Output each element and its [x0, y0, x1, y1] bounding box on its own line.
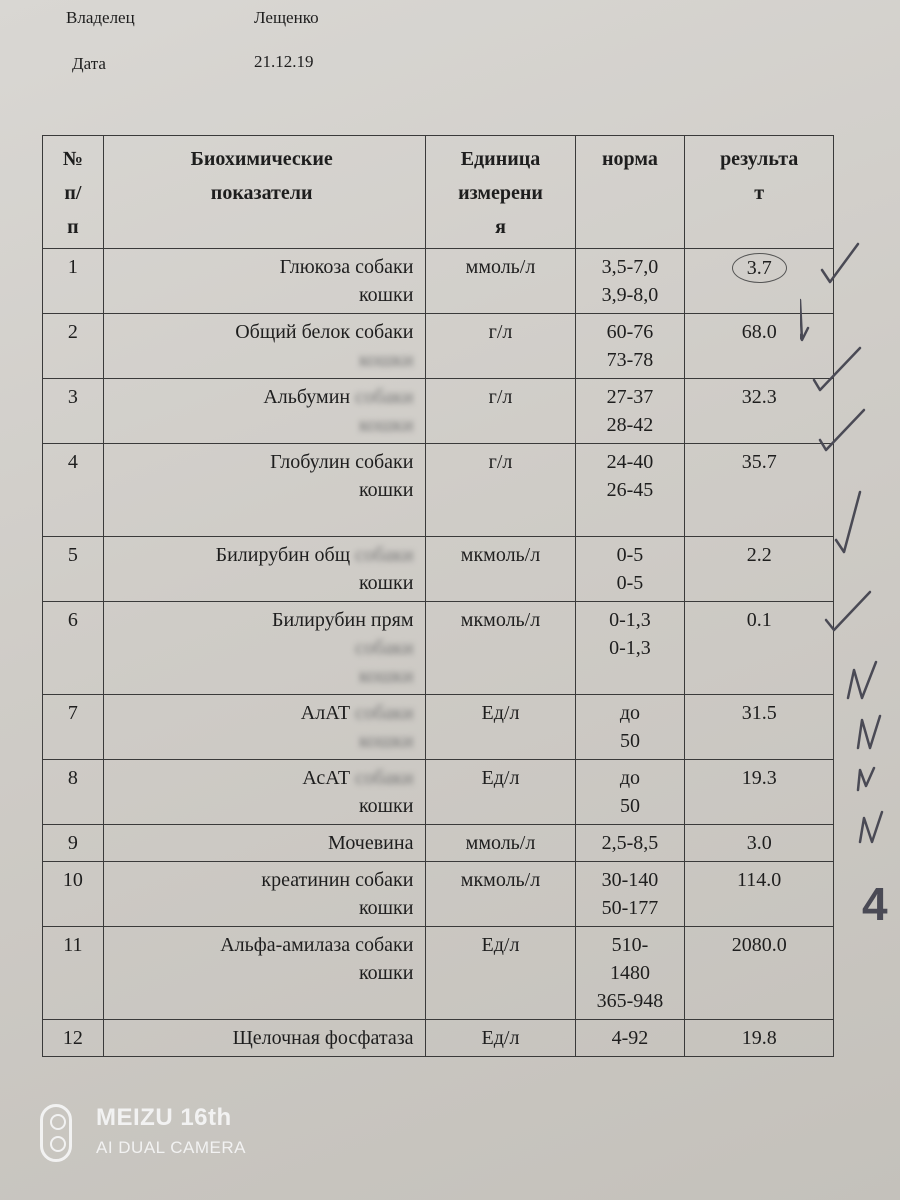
header-unit-line: я: [495, 216, 506, 238]
row-number-text: 10: [62, 869, 83, 891]
row-number: [43, 695, 104, 760]
header-num-line: п: [67, 216, 79, 238]
camera-type: AI DUAL CAMERA: [96, 1138, 246, 1157]
biochemistry-table: [42, 135, 834, 1057]
table-row: [43, 249, 834, 314]
indicator-name-line: АсАТ собаки: [302, 767, 414, 789]
row-number: [43, 379, 104, 444]
indicator-name: [103, 825, 426, 862]
reference-range-line: 4-92: [611, 1027, 649, 1049]
indicator-name-line: Билирубин прям: [271, 609, 414, 631]
row-number: [43, 1020, 104, 1057]
checkmark-icon: [814, 348, 860, 390]
checkmark-icon: [820, 410, 864, 450]
reference-range-line: 0-1,3: [609, 637, 651, 659]
checkmark-icon: [836, 492, 860, 552]
indicator-name-line: кошки: [358, 665, 414, 687]
reference-range-line: до: [619, 702, 641, 724]
table-row: [43, 862, 834, 927]
unit-text: Ед/л: [481, 934, 520, 956]
header-unit-line: Единица: [460, 148, 541, 170]
row-number: [43, 444, 104, 537]
unit-text: г/л: [488, 386, 513, 408]
owner-value: Лещенко: [254, 8, 319, 27]
reference-range-line: 27-37: [606, 386, 654, 408]
unit-text: ммоль/л: [465, 256, 536, 278]
reference-range-line: 28-42: [606, 414, 654, 436]
unit: [426, 760, 575, 825]
reference-range: [575, 249, 685, 314]
indicator-name-line: Мочевина: [328, 832, 414, 854]
indicator-name: [103, 537, 426, 602]
header-result-line: т: [754, 182, 765, 204]
result-value: 19.8: [741, 1027, 777, 1049]
indicator-name-line: [110, 504, 414, 532]
row-number: [43, 825, 104, 862]
reference-range-line: 24-40: [606, 451, 654, 473]
checkmark-icon: [800, 300, 808, 340]
row-number: [43, 537, 104, 602]
owner-label: Владелец: [66, 8, 135, 27]
reference-range-line: 1480: [609, 962, 650, 984]
header-name-line: Биохимические: [190, 148, 333, 170]
reference-range-line: 0-5: [616, 544, 644, 566]
unit-text: мкмоль/л: [460, 869, 541, 891]
table-row: [43, 379, 834, 444]
header-num-line: п/: [64, 182, 82, 204]
unit: [426, 444, 575, 537]
indicator-name-line: Билирубин общ собаки: [215, 544, 414, 566]
result: [685, 1020, 834, 1057]
reference-range-line: 0-1,3: [609, 609, 651, 631]
header-num: [43, 136, 104, 249]
row-number: [43, 249, 104, 314]
row-number-text: 2: [67, 321, 78, 343]
unit-text: Ед/л: [481, 767, 520, 789]
indicator-name-line: кошки: [358, 795, 414, 817]
indicator-name: [103, 695, 426, 760]
unit: [426, 537, 575, 602]
result-value: 0.1: [746, 609, 772, 631]
indicator-name-line: кошки: [358, 962, 414, 984]
table-row: [43, 760, 834, 825]
reference-range: [575, 1020, 685, 1057]
camera-logo-icon: [40, 1104, 72, 1162]
table-row: [43, 444, 834, 537]
row-number-text: 7: [67, 702, 78, 724]
reference-range-line: 26-45: [606, 479, 654, 501]
unit: [426, 314, 575, 379]
table-row: [43, 927, 834, 1020]
indicator-name-line: кошки: [358, 284, 414, 306]
indicator-name-line: Общий белок собаки: [235, 321, 414, 343]
indicator-name-line: кошки: [358, 349, 414, 371]
table-header-row: [43, 136, 834, 249]
indicator-name-line: Глобулин собаки: [270, 451, 414, 473]
row-number: [43, 760, 104, 825]
reference-range-line: 510-: [611, 934, 649, 956]
indicator-name-line: Альбумин собаки: [263, 386, 414, 408]
row-number-text: 3: [67, 386, 78, 408]
result-value: 2080.0: [731, 934, 787, 956]
row-number: [43, 602, 104, 695]
reference-range-line: 50: [619, 795, 640, 817]
indicator-name-line: Щелочная фосфатаза: [232, 1027, 414, 1049]
date-label: Дата: [72, 54, 106, 73]
reference-range: [575, 537, 685, 602]
reference-range-line: 60-76: [606, 321, 654, 343]
unit-text: мкмоль/л: [460, 609, 541, 631]
reference-range-line: до: [619, 767, 641, 789]
reference-range-line: 73-78: [606, 349, 654, 371]
unit-text: г/л: [488, 451, 513, 473]
header-unit-line: измерени: [458, 182, 543, 204]
indicator-name-line: Альфа-амилаза собаки: [220, 934, 414, 956]
result-value: 35.7: [741, 451, 777, 473]
result-value: 3.0: [746, 832, 772, 854]
indicator-name-line: кошки: [358, 897, 414, 919]
reference-range: [575, 927, 685, 1020]
reference-range: [575, 695, 685, 760]
unit-text: г/л: [488, 321, 513, 343]
indicator-name-line: кошки: [358, 572, 414, 594]
header-num-line: №: [62, 148, 83, 170]
header-norm: [575, 136, 685, 249]
reference-range-line: 50: [619, 730, 640, 752]
result-value: 32.3: [741, 386, 777, 408]
indicator-name-line: Глюкоза собаки: [279, 256, 414, 278]
unit: [426, 825, 575, 862]
reference-range: [575, 314, 685, 379]
date-value: 21.12.19: [254, 52, 314, 71]
reference-range-line: 3,5-7,0: [601, 256, 659, 278]
indicator-name-line: АлАТ собаки: [300, 702, 414, 724]
row-number: [43, 862, 104, 927]
unit-text: Ед/л: [481, 1027, 520, 1049]
reference-range-line: 50-177: [601, 897, 659, 919]
result-value: 68.0: [741, 321, 777, 343]
reference-range: [575, 602, 685, 695]
header-result-line: результа: [720, 148, 799, 170]
indicator-name: [103, 862, 426, 927]
unit-text: ммоль/л: [465, 832, 536, 854]
unit: [426, 379, 575, 444]
unit: [426, 1020, 575, 1057]
row-number-text: 4: [67, 451, 78, 473]
checkmark-icon: [858, 716, 880, 748]
checkmark-icon: [826, 592, 870, 630]
table-row: [43, 537, 834, 602]
indicator-name: [103, 249, 426, 314]
reference-range: [575, 379, 685, 444]
table-row: [43, 825, 834, 862]
indicator-name: [103, 379, 426, 444]
row-number-text: 6: [67, 609, 78, 631]
indicator-name: [103, 1020, 426, 1057]
result-value: 3.7: [732, 253, 787, 283]
unit: [426, 862, 575, 927]
result-value: 31.5: [741, 702, 777, 724]
row-number-text: 8: [67, 767, 78, 789]
unit-text: мкмоль/л: [460, 544, 541, 566]
indicator-name-line: кошки: [358, 730, 414, 752]
indicator-name-line: кошки: [358, 414, 414, 436]
header-unit: [426, 136, 575, 249]
checkmark-icon: [848, 662, 876, 698]
checkmark-icon: [858, 768, 874, 790]
reference-range-line: 0-5: [616, 572, 644, 594]
indicator-name-line: собаки: [355, 637, 414, 659]
indicator-name: [103, 760, 426, 825]
reference-range: [575, 825, 685, 862]
row-number: [43, 314, 104, 379]
row-number-text: 1: [67, 256, 78, 278]
reference-range-line: 365-948: [596, 990, 664, 1012]
indicator-name: [103, 927, 426, 1020]
table-row: [43, 314, 834, 379]
row-number-text: 11: [63, 934, 83, 956]
indicator-name-line: кошки: [358, 479, 414, 501]
indicator-name-line: креатинин собаки: [261, 869, 414, 891]
row-number-text: 9: [67, 832, 78, 854]
row-number-text: 12: [62, 1027, 83, 1049]
result-value: 19.3: [741, 767, 777, 789]
unit: [426, 695, 575, 760]
reference-range: [575, 444, 685, 537]
header-name-line: показатели: [210, 182, 313, 204]
unit-text: Ед/л: [481, 702, 520, 724]
checkmark-icon: [860, 812, 882, 842]
reference-range-line: 2,5-8,5: [601, 832, 659, 854]
result-value: 2.2: [746, 544, 772, 566]
reference-range-line: 30-140: [601, 869, 659, 891]
indicator-name: [103, 314, 426, 379]
table-row: [43, 602, 834, 695]
indicator-name: [103, 444, 426, 537]
unit: [426, 602, 575, 695]
unit: [426, 249, 575, 314]
table-body: [43, 249, 834, 1057]
reference-range: [575, 760, 685, 825]
table-row: [43, 1020, 834, 1057]
row-number: [43, 927, 104, 1020]
reference-range-line: 3,9-8,0: [601, 284, 659, 306]
camera-model: MEIZU 16th: [96, 1104, 232, 1131]
row-number-text: 5: [67, 544, 78, 566]
header-norm-line: норма: [602, 148, 658, 170]
handwritten-digit: 4: [862, 878, 888, 930]
handwritten-checkmarks: [800, 230, 900, 950]
checkmark-icon: [822, 244, 858, 282]
table-row: [43, 695, 834, 760]
unit: [426, 927, 575, 1020]
header-name: [103, 136, 426, 249]
result-value: 114.0: [737, 869, 782, 891]
indicator-name: [103, 602, 426, 695]
reference-range: [575, 862, 685, 927]
